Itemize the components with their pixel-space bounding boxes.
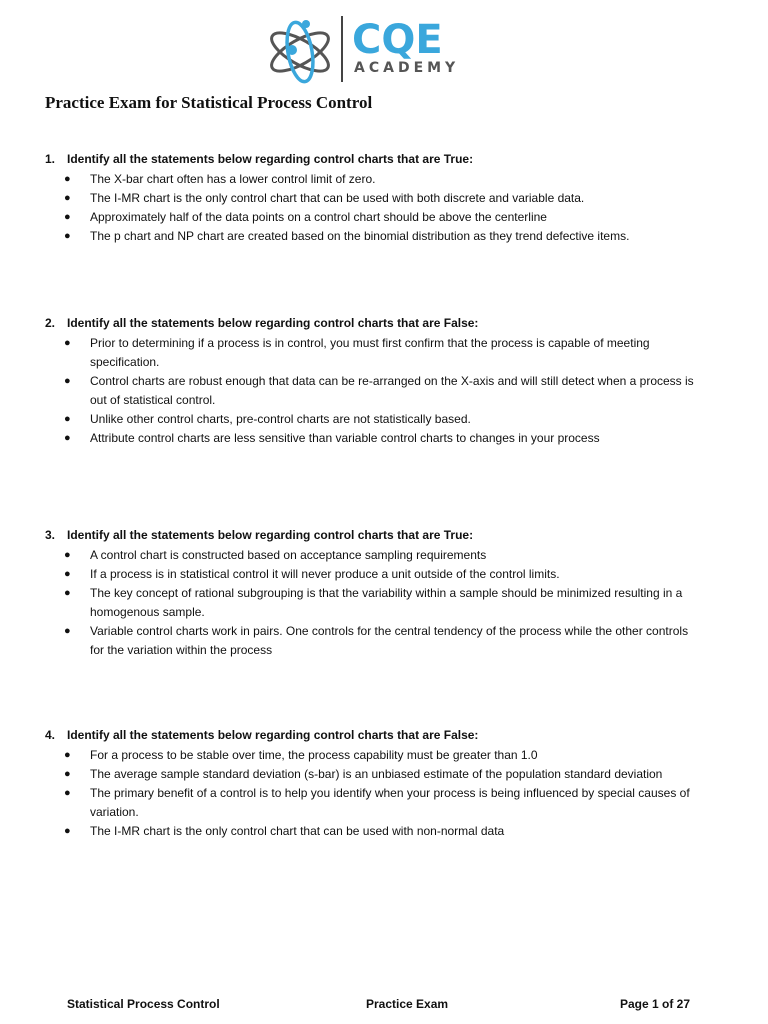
list-item: ● The X-bar chart often has a lower control limit of zero. bbox=[45, 170, 705, 189]
question-prompt: Identify all the statements below regarding control charts that are True: bbox=[67, 528, 474, 542]
list-item: ● Variable control charts work in pairs. One controls for the central tendency of the process while the other controls for the variation within the process bbox=[45, 622, 705, 660]
list-item: ● The average sample standard deviation (s-bar) is an unbiased estimate of the population standard deviation bbox=[45, 765, 705, 784]
bullet-icon: ● bbox=[64, 568, 71, 580]
list-item: ● If a process is in statistical control it will never produce a unit outside of the control limits. bbox=[45, 565, 705, 584]
page-title: Practice Exam for Statistical Process Control bbox=[45, 93, 373, 112]
bullet-icon: ● bbox=[64, 173, 71, 185]
bullet-icon: ● bbox=[64, 192, 71, 204]
list-item: ● Prior to determining if a process is in control, you must first confirm that the process is capable of meeting specification. bbox=[45, 334, 705, 372]
question-prompt: Identify all the statements below regarding control charts that are False: bbox=[67, 316, 479, 330]
bullet-icon: ● bbox=[64, 211, 71, 223]
footer-center: Practice Exam bbox=[366, 997, 449, 1011]
question-number: 4. bbox=[45, 728, 56, 742]
question-number: 1. bbox=[45, 152, 56, 166]
option-list bbox=[45, 334, 705, 448]
company-logo bbox=[262, 12, 482, 86]
bullet-icon: ● bbox=[64, 432, 71, 444]
bullet-icon: ● bbox=[64, 625, 71, 637]
atom-logo-icon bbox=[262, 12, 342, 86]
list-item: ● A control chart is constructed based on acceptance sampling requirements bbox=[45, 546, 705, 565]
bullet-icon: ● bbox=[64, 749, 71, 761]
question-2 bbox=[45, 314, 705, 448]
list-item: ● For a process to be stable over time, the process capability must be greater than 1.0 bbox=[45, 746, 705, 765]
question-prompt: Identify all the statements below regarding control charts that are False: bbox=[67, 728, 479, 742]
list-item: ● The I-MR chart is the only control chart that can be used with non-normal data bbox=[45, 822, 705, 841]
option-list bbox=[45, 170, 705, 246]
logo-sub-text: ACADEMY bbox=[354, 60, 460, 76]
option-list bbox=[45, 746, 705, 841]
question-prompt: Identify all the statements below regarding control charts that are True: bbox=[67, 152, 474, 166]
list-item: ● Control charts are robust enough that data can be re-arranged on the X-axis and will still detect when a process is out of statistical control. bbox=[45, 372, 705, 410]
list-item: ● The I-MR chart is the only control chart that can be used with both discrete and variable data. bbox=[45, 189, 705, 208]
bullet-icon: ● bbox=[64, 787, 71, 799]
bullet-icon: ● bbox=[64, 825, 71, 837]
footer-page-number: Page 1 of 27 bbox=[620, 997, 691, 1011]
bullet-icon: ● bbox=[64, 549, 71, 561]
question-4 bbox=[45, 726, 705, 841]
bullet-icon: ● bbox=[64, 230, 71, 242]
list-item: ● Unlike other control charts, pre-control charts are not statistically based. bbox=[45, 410, 705, 429]
list-item: ● The p chart and NP chart are created based on the binomial distribution as they trend defective items. bbox=[45, 227, 705, 246]
bullet-icon: ● bbox=[64, 337, 71, 349]
question-number: 3. bbox=[45, 528, 56, 542]
bullet-icon: ● bbox=[64, 375, 71, 387]
logo-brand-text: CQE bbox=[352, 17, 443, 63]
question-1 bbox=[45, 150, 705, 246]
bullet-icon: ● bbox=[64, 413, 71, 425]
logo-divider bbox=[341, 16, 343, 82]
question-number: 2. bbox=[45, 316, 56, 330]
question-3 bbox=[45, 526, 705, 660]
bullet-icon: ● bbox=[64, 587, 71, 599]
list-item: ● The primary benefit of a control is to help you identify when your process is being influenced by special causes of variation. bbox=[45, 784, 705, 822]
footer-left: Statistical Process Control bbox=[67, 997, 220, 1011]
option-list bbox=[45, 546, 705, 660]
list-item: ● Attribute control charts are less sensitive than variable control charts to changes in your process bbox=[45, 429, 705, 448]
bullet-icon: ● bbox=[64, 768, 71, 780]
list-item: ● Approximately half of the data points on a control chart should be above the centerline bbox=[45, 208, 705, 227]
list-item: ● The key concept of rational subgrouping is that the variability within a sample should be minimized resulting in a homogenous sample. bbox=[45, 584, 705, 622]
